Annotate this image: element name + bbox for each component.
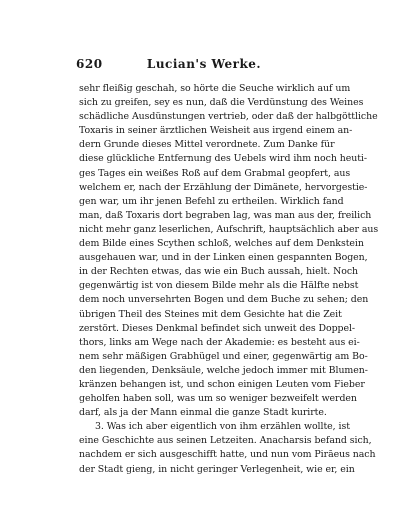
text-line: dem noch unversehrten Bogen und dem Buche zu sehen; den: [79, 294, 369, 306]
text-line: dern Grunde dieses Mittel verordnete. Zum Danke für: [79, 139, 335, 151]
text-line: schädliche Ausdünstungen vertrieb, oder daß der halbgöttliche: [79, 111, 378, 123]
text-line: nem sehr mäßigen Grabhügel und einer, gegenwärtig am Bo-: [79, 350, 368, 362]
text-line: welchem er, nach der Erzählung der Dimänete, hervorgestie-: [79, 181, 368, 193]
text-line: in der Rechten etwas, das wie ein Buch aussah, hielt. Noch: [79, 266, 359, 278]
text-line: nicht mehr ganz leserlichen, Aufschrift, hauptsächlich aber aus: [79, 223, 379, 235]
text-line: übrigen Theil des Steines mit dem Gesichte hat die Zeit: [79, 308, 342, 320]
text-line: thors, links am Wege nach der Akademie: es besteht aus ei-: [79, 336, 360, 348]
text-line: zerstört. Dieses Denkmal befindet sich unweit des Doppel-: [79, 322, 356, 334]
text-line: Toxaris in seiner ärztlichen Weisheit aus irgend einem an-: [79, 125, 353, 137]
text-line: den liegenden, Denksäule, welche jedoch immer mit Blumen-: [79, 364, 368, 376]
text-line: der Stadt gieng, in nicht geringer Verlegenheit, wie er, ein: [79, 463, 355, 475]
text-line: ges Tages ein weißes Roß auf dem Grabmal geopfert, aus: [79, 167, 351, 179]
page-header: [76, 57, 332, 71]
text-line: sich zu greifen, sey es nun, daß die Verdünstung des Weines: [79, 97, 364, 109]
text-line: sehr fleißig geschah, so hörte die Seuche wirklich auf um: [79, 83, 351, 94]
text-line: man, daß Toxaris dort begraben lag, was man aus der, freilich: [79, 209, 372, 221]
text-line: dem Bilde eines Scythen schloß, welches auf dem Denkstein: [79, 238, 364, 250]
text-line: diese glückliche Entfernung des Uebels wird ihm noch heuti-: [79, 153, 367, 165]
text-line: eine Geschichte aus seinen Letzeiten. Anacharsis befand sich,: [79, 435, 372, 447]
text-line: gegenwärtig ist von diesem Bilde mehr als die Hälfte nebst: [79, 280, 359, 292]
text-line: ausgehauen war, und in der Linken einen gespannten Bogen,: [79, 252, 368, 264]
running-title: Lucian's Werke.: [146, 57, 262, 71]
paragraph-start-line: 3. Was ich aber eigentlich von ihm erzählen wollte, ist: [95, 421, 350, 433]
body-text: [79, 82, 379, 477]
page-number: 620: [76, 57, 103, 71]
text-line: darf, als ja der Mann einmal die ganze Stadt kurirte.: [79, 407, 327, 419]
text-line: gen war, um ihr jenen Befehl zu ertheilen. Wirklich fand: [79, 195, 344, 207]
text-line: geholfen haben soll, was um so weniger bezweifelt werden: [79, 393, 357, 405]
text-line: kränzen behangen ist, und schon einigen Leuten vom Fieber: [79, 378, 365, 390]
text-line: nachdem er sich ausgeschifft hatte, und nun vom Pirāeus nach: [79, 449, 376, 461]
